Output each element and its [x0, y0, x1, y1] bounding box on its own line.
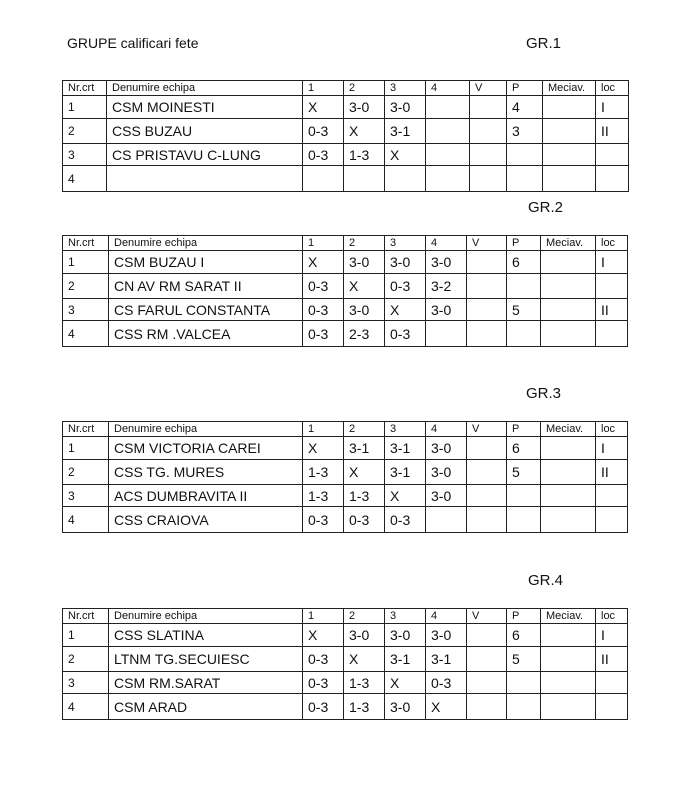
cell-nr: 3	[63, 672, 109, 694]
cell-score-1: 1-3	[303, 485, 344, 507]
cell-meciav	[541, 321, 596, 347]
header-v: V	[467, 609, 507, 624]
cell-score-1: 0-3	[303, 299, 344, 321]
cell-p	[507, 485, 541, 507]
group-label-gr1: GR.1	[526, 35, 562, 52]
cell-score-3: 0-3	[385, 507, 426, 533]
header-col-3: 3	[385, 422, 426, 437]
header-loc: loc	[596, 422, 628, 437]
header-col-3: 3	[385, 236, 426, 251]
cell-team: CN AV RM SARAT II	[109, 274, 303, 299]
cell-score-2: X	[344, 647, 385, 672]
cell-nr: 2	[63, 647, 109, 672]
cell-team: CS FARUL CONSTANTA	[109, 299, 303, 321]
cell-score-3	[385, 166, 426, 192]
cell-score-1: X	[303, 437, 344, 460]
header-col-4: 4	[426, 422, 467, 437]
cell-loc	[596, 144, 629, 166]
cell-meciav	[541, 437, 596, 460]
cell-team: CSM VICTORIA CAREI	[109, 437, 303, 460]
cell-meciav	[543, 144, 596, 166]
cell-score-3: 3-1	[385, 460, 426, 485]
cell-score-2: 3-0	[344, 96, 385, 119]
cell-score-1: 1-3	[303, 460, 344, 485]
cell-v	[467, 460, 507, 485]
cell-team: CSM ARAD	[109, 694, 303, 720]
cell-team: CSS TG. MURES	[109, 460, 303, 485]
table-header-row	[63, 422, 628, 437]
cell-score-3: 3-0	[385, 251, 426, 274]
header-v: V	[467, 422, 507, 437]
header-loc: loc	[596, 609, 628, 624]
header-meciav: Meciav.	[541, 236, 596, 251]
table-row	[63, 507, 628, 533]
header-col-2: 2	[344, 236, 385, 251]
cell-nr: 1	[63, 96, 107, 119]
cell-meciav	[543, 96, 596, 119]
cell-p: 6	[507, 624, 541, 647]
cell-v	[467, 437, 507, 460]
cell-loc: I	[596, 437, 628, 460]
cell-v	[470, 166, 507, 192]
cell-p	[507, 507, 541, 533]
cell-nr: 4	[63, 321, 109, 347]
header-nr-crt: Nr.crt	[63, 422, 109, 437]
cell-score-1: X	[303, 251, 344, 274]
cell-nr: 2	[63, 119, 107, 144]
cell-score-1: 0-3	[303, 144, 344, 166]
cell-loc: II	[596, 460, 628, 485]
cell-score-2: X	[344, 460, 385, 485]
cell-score-3: X	[385, 299, 426, 321]
cell-p: 5	[507, 460, 541, 485]
cell-score-1: 0-3	[303, 507, 344, 533]
cell-team: CSS CRAIOVA	[109, 507, 303, 533]
table-row	[63, 624, 628, 647]
table-row	[63, 144, 629, 166]
header-p: P	[507, 609, 541, 624]
header-v: V	[470, 81, 507, 96]
cell-loc: I	[596, 624, 628, 647]
cell-nr: 1	[63, 437, 109, 460]
header-meciav: Meciav.	[543, 81, 596, 96]
table-row	[63, 299, 628, 321]
cell-team: CSM BUZAU I	[109, 251, 303, 274]
cell-score-4	[426, 507, 467, 533]
header-nr-crt: Nr.crt	[63, 81, 107, 96]
header-loc: loc	[596, 81, 629, 96]
header-col-2: 2	[344, 81, 385, 96]
cell-meciav	[541, 460, 596, 485]
group-label-gr2: GR.2	[528, 199, 564, 216]
header-nr-crt: Nr.crt	[63, 236, 109, 251]
cell-score-2: 1-3	[344, 144, 385, 166]
table-row	[63, 321, 628, 347]
cell-loc: I	[596, 96, 629, 119]
cell-meciav	[541, 274, 596, 299]
header-loc: loc	[596, 236, 628, 251]
cell-meciav	[541, 647, 596, 672]
table-row	[63, 647, 628, 672]
table-row	[63, 251, 628, 274]
cell-meciav	[543, 119, 596, 144]
header-col-2: 2	[344, 422, 385, 437]
cell-score-4: 3-0	[426, 251, 467, 274]
cell-score-3: 0-3	[385, 321, 426, 347]
header-v: V	[467, 236, 507, 251]
cell-p	[507, 166, 543, 192]
header-meciav: Meciav.	[541, 609, 596, 624]
cell-score-3: X	[385, 672, 426, 694]
header-team-name: Denumire echipa	[109, 609, 303, 624]
cell-nr: 1	[63, 251, 109, 274]
cell-score-2: 2-3	[344, 321, 385, 347]
cell-team: CSM RM.SARAT	[109, 672, 303, 694]
header-team-name: Denumire echipa	[107, 81, 303, 96]
cell-score-3: 3-0	[385, 694, 426, 720]
table-header-row	[63, 609, 628, 624]
cell-team: CSS RM .VALCEA	[109, 321, 303, 347]
cell-loc	[596, 321, 628, 347]
cell-v	[467, 694, 507, 720]
cell-p: 5	[507, 647, 541, 672]
cell-loc	[596, 507, 628, 533]
header-col-4: 4	[426, 236, 467, 251]
group-table-gr3	[62, 421, 628, 533]
cell-meciav	[541, 485, 596, 507]
cell-score-3: 3-0	[385, 96, 426, 119]
cell-score-2: 3-1	[344, 437, 385, 460]
table-row	[63, 485, 628, 507]
header-col-1: 1	[303, 81, 344, 96]
cell-nr: 4	[63, 694, 109, 720]
cell-v	[467, 624, 507, 647]
cell-loc	[596, 694, 628, 720]
cell-v	[467, 274, 507, 299]
table-row	[63, 672, 628, 694]
cell-score-1: 0-3	[303, 647, 344, 672]
cell-team: CSM MOINESTI	[107, 96, 303, 119]
cell-score-2: 3-0	[344, 251, 385, 274]
header-col-4: 4	[426, 81, 470, 96]
cell-nr: 1	[63, 624, 109, 647]
cell-v	[467, 321, 507, 347]
cell-team: CSS SLATINA	[109, 624, 303, 647]
document-title: GRUPE calificari fete	[67, 35, 199, 51]
cell-v	[470, 96, 507, 119]
header-col-1: 1	[303, 236, 344, 251]
header-p: P	[507, 236, 541, 251]
cell-team: CS PRISTAVU C-LUNG	[107, 144, 303, 166]
cell-score-3: 3-1	[385, 647, 426, 672]
cell-meciav	[541, 299, 596, 321]
table-row	[63, 166, 629, 192]
cell-score-1: 0-3	[303, 672, 344, 694]
cell-score-3: 3-1	[385, 119, 426, 144]
cell-team	[107, 166, 303, 192]
cell-score-1	[303, 166, 344, 192]
cell-meciav	[543, 166, 596, 192]
cell-score-3: X	[385, 485, 426, 507]
table-header-row	[63, 236, 628, 251]
cell-p: 4	[507, 96, 543, 119]
cell-score-2: 1-3	[344, 485, 385, 507]
cell-p	[507, 672, 541, 694]
header-team-name: Denumire echipa	[109, 236, 303, 251]
cell-loc	[596, 672, 628, 694]
cell-score-4: 3-0	[426, 624, 467, 647]
table-row	[63, 437, 628, 460]
cell-p: 6	[507, 437, 541, 460]
cell-nr: 2	[63, 274, 109, 299]
cell-score-4: 3-0	[426, 437, 467, 460]
cell-loc	[596, 274, 628, 299]
header-col-1: 1	[303, 422, 344, 437]
cell-v	[467, 507, 507, 533]
header-col-2: 2	[344, 609, 385, 624]
cell-meciav	[541, 624, 596, 647]
group-table-gr1	[62, 80, 629, 192]
cell-score-4: 0-3	[426, 672, 467, 694]
cell-v	[470, 119, 507, 144]
cell-score-2: X	[344, 274, 385, 299]
cell-score-4: 3-0	[426, 299, 467, 321]
cell-score-4: 3-0	[426, 460, 467, 485]
cell-score-2: 3-0	[344, 299, 385, 321]
cell-score-4	[426, 144, 470, 166]
cell-score-1: 0-3	[303, 321, 344, 347]
cell-meciav	[541, 507, 596, 533]
header-meciav: Meciav.	[541, 422, 596, 437]
cell-nr: 3	[63, 485, 109, 507]
cell-p	[507, 144, 543, 166]
cell-score-2: 0-3	[344, 507, 385, 533]
cell-p: 3	[507, 119, 543, 144]
cell-nr: 2	[63, 460, 109, 485]
cell-loc: II	[596, 119, 629, 144]
cell-meciav	[541, 251, 596, 274]
header-col-4: 4	[426, 609, 467, 624]
cell-score-3: X	[385, 144, 426, 166]
table-row	[63, 96, 629, 119]
cell-score-2: X	[344, 119, 385, 144]
cell-v	[470, 144, 507, 166]
cell-score-3: 0-3	[385, 274, 426, 299]
cell-meciav	[541, 672, 596, 694]
header-p: P	[507, 81, 543, 96]
table-header-row	[63, 81, 629, 96]
cell-nr: 4	[63, 166, 107, 192]
cell-score-3: 3-1	[385, 437, 426, 460]
cell-v	[467, 672, 507, 694]
cell-score-1: X	[303, 624, 344, 647]
cell-score-4: 3-1	[426, 647, 467, 672]
cell-score-4	[426, 119, 470, 144]
cell-p	[507, 274, 541, 299]
cell-p: 6	[507, 251, 541, 274]
cell-v	[467, 299, 507, 321]
header-nr-crt: Nr.crt	[63, 609, 109, 624]
cell-score-4: 3-2	[426, 274, 467, 299]
cell-loc: II	[596, 647, 628, 672]
cell-loc	[596, 166, 629, 192]
cell-loc	[596, 485, 628, 507]
group-table-gr4	[62, 608, 628, 720]
header-team-name: Denumire echipa	[109, 422, 303, 437]
cell-team: CSS BUZAU	[107, 119, 303, 144]
cell-score-3: 3-0	[385, 624, 426, 647]
cell-nr: 3	[63, 299, 109, 321]
cell-p	[507, 321, 541, 347]
cell-p	[507, 694, 541, 720]
cell-score-1: 0-3	[303, 694, 344, 720]
table-row	[63, 119, 629, 144]
table-row	[63, 694, 628, 720]
cell-team: ACS DUMBRAVITA II	[109, 485, 303, 507]
cell-score-2: 3-0	[344, 624, 385, 647]
cell-score-1: 0-3	[303, 119, 344, 144]
group-label-gr3: GR.3	[526, 385, 562, 402]
cell-p: 5	[507, 299, 541, 321]
cell-v	[467, 251, 507, 274]
group-table-gr2	[62, 235, 628, 347]
cell-score-2	[344, 166, 385, 192]
cell-nr: 4	[63, 507, 109, 533]
cell-score-4	[426, 321, 467, 347]
cell-meciav	[541, 694, 596, 720]
cell-score-2: 1-3	[344, 694, 385, 720]
table-row	[63, 460, 628, 485]
cell-team: LTNM TG.SECUIESC	[109, 647, 303, 672]
cell-score-1: 0-3	[303, 274, 344, 299]
cell-score-2: 1-3	[344, 672, 385, 694]
header-col-1: 1	[303, 609, 344, 624]
table-row	[63, 274, 628, 299]
cell-score-4: X	[426, 694, 467, 720]
group-label-gr4: GR.4	[528, 572, 564, 589]
cell-nr: 3	[63, 144, 107, 166]
cell-v	[467, 485, 507, 507]
header-col-3: 3	[385, 81, 426, 96]
cell-score-4	[426, 96, 470, 119]
header-p: P	[507, 422, 541, 437]
cell-score-4	[426, 166, 470, 192]
cell-loc: I	[596, 251, 628, 274]
cell-score-4: 3-0	[426, 485, 467, 507]
cell-loc: II	[596, 299, 628, 321]
cell-score-1: X	[303, 96, 344, 119]
header-col-3: 3	[385, 609, 426, 624]
cell-v	[467, 647, 507, 672]
